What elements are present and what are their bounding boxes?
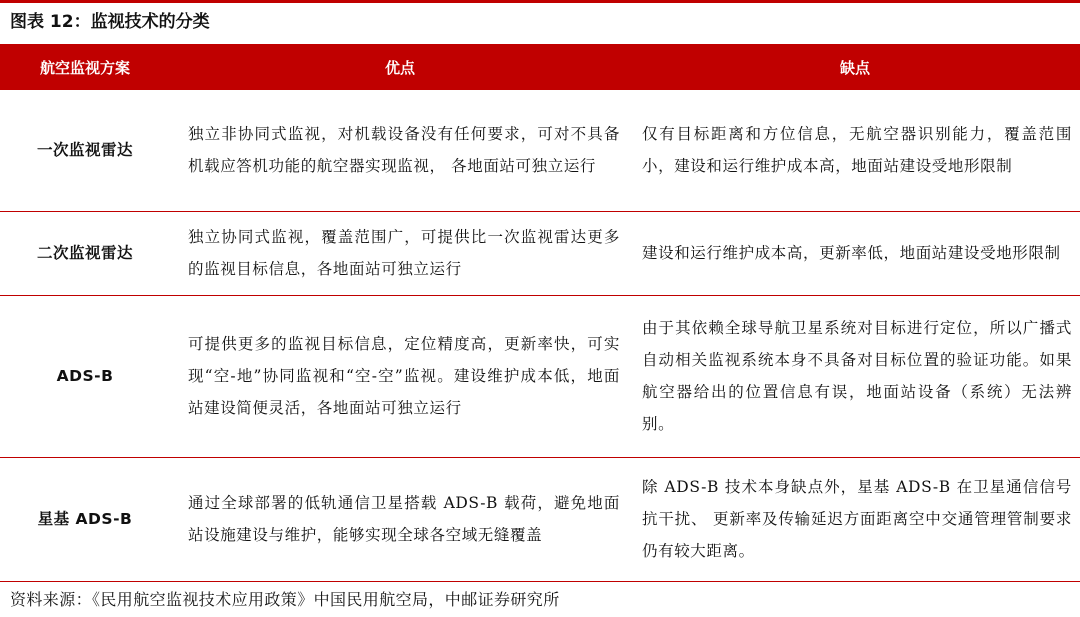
row-pros: 独立非协同式监视，对机载设备没有任何要求，可对不具备机载应答机功能的航空器实现监视， 各地面站可独立运行 xyxy=(170,90,630,211)
header-pros: 优点 xyxy=(170,44,630,90)
surveillance-table xyxy=(0,44,1080,582)
figure-title: 图表 12：监视技术的分类 xyxy=(10,12,210,32)
row-pros: 可提供更多的监视目标信息，定位精度高，更新率快，可实现“空-地”协同监视和“空-空”监视。建设维护成本低，地面站建设简便灵活，各地面站可独立运行 xyxy=(170,295,630,457)
row-type: 二次监视雷达 xyxy=(0,211,170,295)
header-cons: 缺点 xyxy=(630,44,1080,90)
row-type: ADS-B xyxy=(0,295,170,457)
row-pros: 独立协同式监视，覆盖范围广，可提供比一次监视雷达更多的监视目标信息，各地面站可独立运行 xyxy=(170,211,630,295)
row-type: 星基 ADS-B xyxy=(0,457,170,581)
row-type: 一次监视雷达 xyxy=(0,90,170,211)
table-row xyxy=(0,295,1080,457)
row-cons: 建设和运行维护成本高，更新率低，地面站建设受地形限制 xyxy=(630,211,1080,295)
row-cons: 由于其依赖全球导航卫星系统对目标进行定位，所以广播式自动相关监视系统本身不具备对目标位置的验证功能。如果航空器给出的位置信息有误，地面站设备（系统）无法辨别。 xyxy=(630,295,1080,457)
row-cons: 仅有目标距离和方位信息，无航空器识别能力，覆盖范围小，建设和运行维护成本高，地面站建设受地形限制 xyxy=(630,90,1080,211)
header-type: 航空监视方案 xyxy=(0,44,170,90)
top-rule xyxy=(0,0,1080,3)
table-row xyxy=(0,457,1080,581)
row-pros: 通过全球部署的低轨通信卫星搭载 ADS-B 载荷，避免地面站设施建设与维护，能够实现全球各空域无缝覆盖 xyxy=(170,457,630,581)
table-row xyxy=(0,211,1080,295)
row-cons: 除 ADS-B 技术本身缺点外，星基 ADS-B 在卫星通信信号抗干扰、 更新率及传输延迟方面距离空中交通管理管制要求仍有较大距离。 xyxy=(630,457,1080,581)
table-header-row xyxy=(0,44,1080,90)
table-row xyxy=(0,90,1080,211)
source-note: 资料来源：《民用航空监视技术应用政策》中国民用航空局，中邮证券研究所 xyxy=(10,590,560,609)
